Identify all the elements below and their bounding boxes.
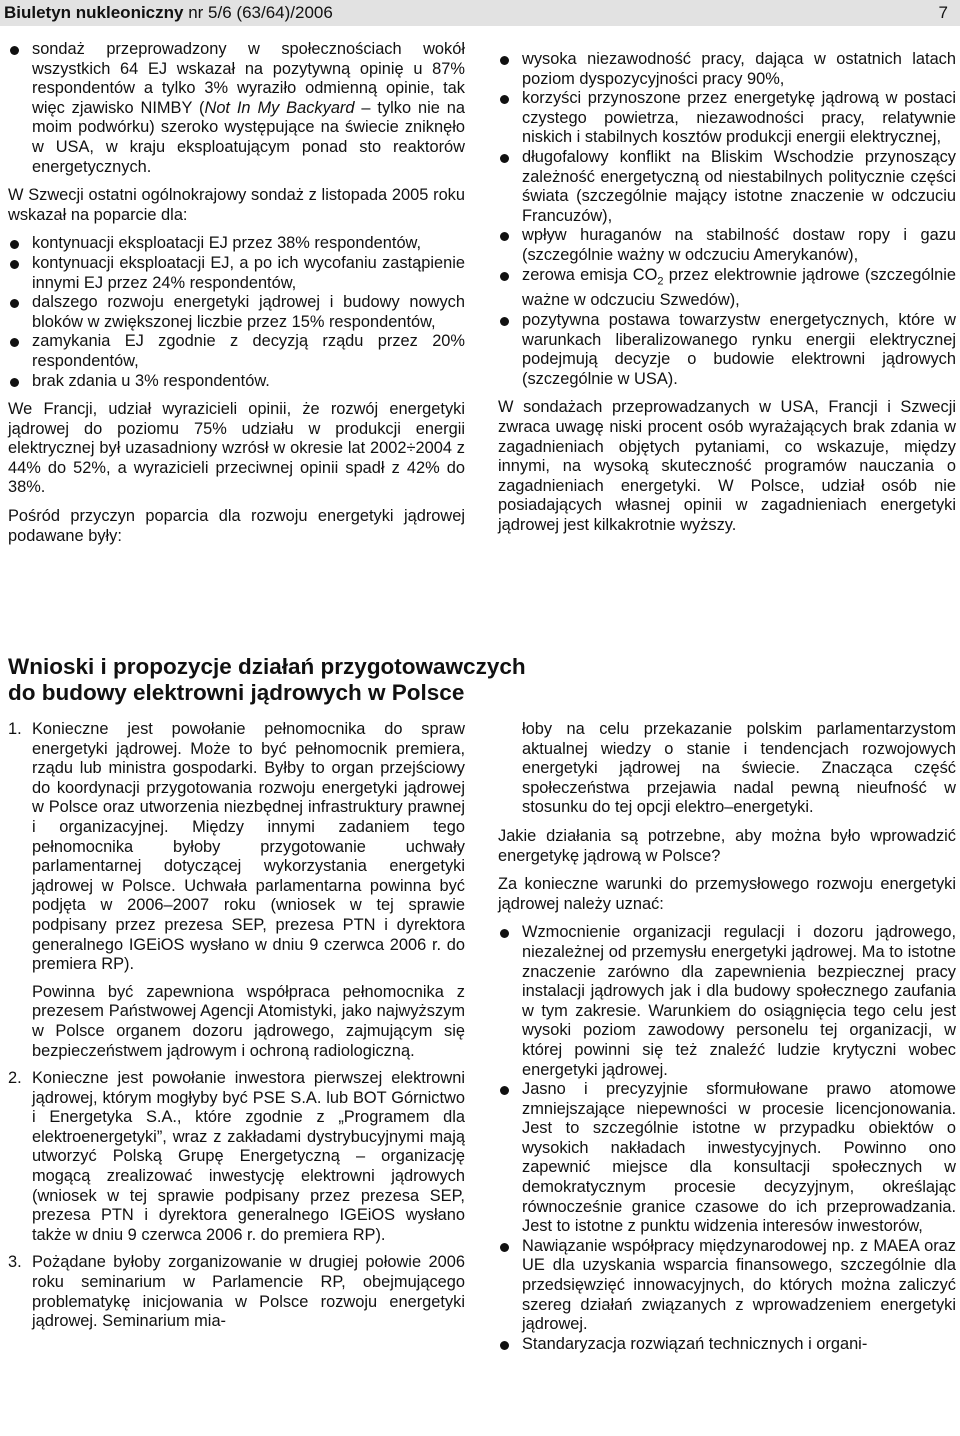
paragraph-surveys: W sondażach przeprowadzanych w USA, Francji i Szwecji zwraca uwagę niski procent osób wyrażających brak zdania w zagadnieniach objętych pytaniami, co wskazuje, między innymi, na wysoką skuteczność programów nauczania o zagadnieniach energetyki. W Polsce, udział osób nie posiadających własnej opinii w zagadnieniach energetyki jądrowej jest kilkakrotnie wyższy.	[498, 398, 956, 534]
paragraph-question: Jakie działania są potrzebne, aby można było wprowadzić energetykę jądrową w Polsce?	[498, 826, 956, 865]
conditions-list	[498, 923, 956, 1354]
list-item: brak zdania u 3% respondentów.	[8, 372, 465, 392]
list-item: kontynuacji eksploatacji EJ, a po ich wycofaniu zastąpienie innymi EJ przez 24% respondentów,	[8, 254, 465, 293]
list-item: wysoka niezawodność pracy, dająca w ostatnich latach poziom dyspozycyjności pracy 90%,	[498, 50, 956, 89]
list-item: zerowa emisja $CO_2$ przez elektrownie jądrowe (szczególnie ważne w odczuciu Szwedów),	[498, 266, 956, 311]
column-top-right	[498, 50, 956, 545]
running-header	[0, 0, 960, 26]
column-top-left	[8, 40, 465, 555]
reasons-list	[498, 50, 956, 389]
list-item: dalszego rozwoju energetyki jądrowej i budowy nowych bloków w zwiększonej liczbie przez 15% respondentów,	[8, 293, 465, 332]
list-item: Jasno i precyzyjnie sformułowane prawo atomowe zmniejszające niepewności w procesie licencjonowania. Jest to szczególnie istotne w przypadku obiektów o wysokich nakładach inwestycyjnych. Powinno ono zapewnić miejsce dla konsultacji społecznych w demokratycznym procesie decyzyjnym, określając równocześnie granice czasowe do ich przeprowadzania. Jest to istotne z punktu widzenia interesów inwestorów,	[498, 1080, 956, 1237]
sweden-survey-list	[8, 234, 465, 391]
list-item: 1. Konieczne jest powołanie pełnomocnika do spraw energetyki jądrowej. Może to być pełnomocnik premiera, rządu lub ministra gospodarki. Byłby to organ przejściowy do koordynacji przygotowania rozwoju energetyki jądrowej w Polsce oraz utworzenia niezbędnej infrastruktury prawnej i organizacyjnej. Między innymi zadaniem tego pełnomocnika byłoby przygotowanie uchwały parlamentarnej dotyczącej wykorzystania energetyki jądrowej w Polsce. Uchwała parlamentarna powinna być podjęta w 2006–2007 roku (wniosek w tej sprawie podpisany przez prezesa SEP, prezesa PTN i dyrektora generalnego IGEiOS wysłano w dniu 9 czerwca 2006 r. do premiera RP). Powinna być zapewniona współpraca pełnomocnika z prezesem Państwowej Agencji Atomistyki, jako najwyższym w Polsce organem dozoru jądrowego, zajmującym się bezpieczeństwem jądrowym i ochroną radiologiczną.	[8, 720, 465, 1060]
section-heading: Wnioski i propozycje działań przygotowawczych do budowy elektrowni jądrowych w Polsce	[8, 654, 526, 705]
list-item: sondaż przeprowadzony w społecznościach wokół wszystkich 64 EJ wskazał na pozytywną opinię u 87% respondentów a tylko 3% wyraziło odmienną opinie, tak więc zjawisko NIMBY (Not In My Backyard – tylko nie na moim podwórku) szeroko występujące na świecie zniknęło w USA, w kraju eksploatującym ponad sto reaktorów energetycznych.	[8, 40, 465, 177]
paragraph-sweden-intro: W Szwecji ostatni ogólnokrajowy sondaż z listopada 2005 roku wskazał na poparcie dla:	[8, 186, 465, 224]
column-bottom-right	[498, 720, 956, 1363]
paragraph-conditions-intro: Za konieczne warunki do przemysłowego rozwoju energetyki jądrowej należy uznać:	[498, 875, 956, 913]
list-item: Standaryzacja rozwiązań technicznych i organi-	[498, 1335, 956, 1355]
list-item: korzyści przynoszone przez energetykę jądrową w postaci czystego powietrza, niezawodności pracy, relatywnie niskich i stabilnych kosztów produkcji energii elektrycznej,	[498, 89, 956, 148]
list-item: długofalowy konflikt na Bliskim Wschodzie przynoszący zależność energetyczną od niestabilnych politycznie części świata (szczególnie mający istotne znaczenie w odczuciu Francuzów),	[498, 148, 956, 226]
issue-number: nr 5/6 (63/64)/2006	[188, 3, 333, 22]
paragraph-reasons-intro: Pośród przyczyn poparcia dla rozwoju energetyki jądrowej podawane były:	[8, 507, 465, 545]
list-item: zamykania EJ zgodnie z decyzją rządu przez 20% respondentów,	[8, 332, 465, 371]
page-number: 7	[938, 3, 948, 22]
paragraph-france: We Francji, udział wyrazicieli opinii, że rozwój energetyki jądrowej do poziomu 75% udziału w produkcji energii elektrycznej był uzasadniony wzrósł w okresie lat 2002÷2004 z 44% do 52%, a wyrazicieli przeciwnej opinii spadł z 42% do 38%.	[8, 400, 465, 497]
list-item: kontynuacji eksploatacji EJ przez 38% respondentów,	[8, 234, 465, 254]
proposals-list	[8, 720, 465, 1332]
paragraph-continuation: łoby na celu przekazanie polskim parlamentarzystom aktualnej wiedzy o stanie i tendencjach rozwojowych energetyki jądrowej na świecie. Znacząca część społeczeństwa przejawia nadal pewną nieufność w stosunku do tej opcji elektro–energetyki.	[522, 720, 956, 817]
list-item: 2. Konieczne jest powołanie inwestora pierwszej elektrowni jądrowej, którym mogłyby być PSE S.A. lub BOT Górnictwo i Energetyka S.A., które zgodnie z „Programem dla elektroenergetyki”, wraz z zakładami dystrybucyjnymi mają utworzyć Polską Grupę Energetyczną – organizację mogącą zrealizować inwestycję elektrowni jądrowych (wniosek w tej sprawie podpisany przez prezesa SEP, prezesa PTN i dyrektora generalnego IGEiOS wysłano także w dniu 9 czerwca 2006 r. do premiera RP).	[8, 1069, 465, 1244]
journal-title: Biuletyn nukleoniczny nr 5/6 (63/64)/2006	[4, 3, 333, 22]
list-item: Wzmocnienie organizacji regulacji i dozoru jądrowego, niezależnej od przemysłu energetyki jądrowej. Ma to istotne znaczenie zarówno dla zapewnienia bezpiecznej pracy instalacji jądrowych jak i dla budowy społecznego zaufania w tym zakresie. Warunkiem do osiągnięcia tego celu jest wysoki poziom zawodowy personelu tej organizacji, w której powinni się też znaleźć ludzie krytyczni wobec energetyki jądrowej.	[498, 923, 956, 1080]
list-item: wpływ huraganów na stabilność dostaw ropy i gazu (szczególnie ważny w odczuciu Amerykanów),	[498, 226, 956, 265]
list-item: Nawiązanie współpracy międzynarodowej np. z MAEA oraz UE dla uzyskania wsparcia finansowego, szczególnie dla przedsięwzięć innowacyjnych, do których można zaliczyć szereg działań związanych z wprowadzeniem energetyki jądrowej.	[498, 1237, 956, 1335]
column-bottom-left	[8, 720, 465, 1340]
list-item: pozytywna postawa towarzystw energetycznych, które w warunkach liberalizowanego rynku energii elektrycznej podejmują decyzje o budowie elektrowni jądrowych (szczególnie w USA).	[498, 311, 956, 389]
list-item: 3. Pożądane byłoby zorganizowanie w drugiej połowie 2006 roku seminarium w Parlamencie RP, obejmującego problematykę inicjowania w Polsce rozwoju energetyki jądrowej. Seminarium mia-	[8, 1253, 465, 1331]
